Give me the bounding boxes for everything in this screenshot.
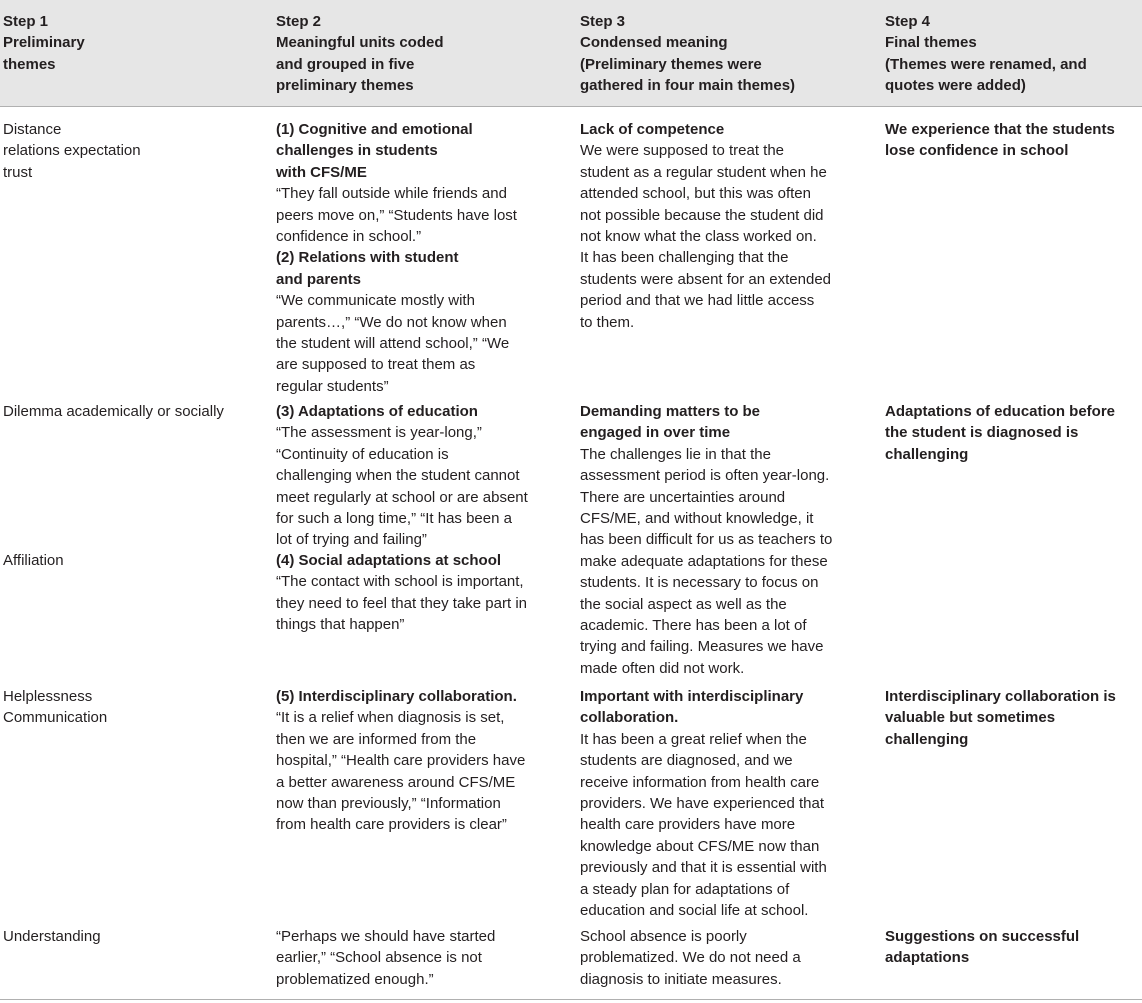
condensed-body-line: There are uncertainties around: [580, 488, 786, 506]
quote-line: meet regularly at school or are absent: [276, 488, 528, 506]
condensed-title-line: collaboration.: [580, 709, 679, 727]
condensed-title-line: engaged in over time: [580, 424, 731, 442]
quote-line: challenging when the student cannot: [276, 467, 520, 485]
quote-line: from health care providers is clear”: [276, 816, 507, 834]
final-theme-line: lose confidence in school: [885, 142, 1069, 160]
final-theme-line: the student is diagnosed is: [885, 424, 1079, 442]
header-step3: [580, 11, 795, 97]
header-step3-line: Step 3: [580, 13, 626, 30]
quote-line: for such a long time,” “It has been a: [276, 510, 512, 528]
condensed-body-line: student as a regular student when he: [580, 163, 827, 181]
header-step2-line: Meaningful units coded: [276, 34, 444, 52]
cell-line: Communication: [3, 709, 108, 727]
condensed-body-line: The challenges lie in that the: [580, 445, 771, 463]
condensed-body-line: assessment period is often year-long.: [580, 467, 830, 485]
theme-title-line: (1) Cognitive and emotional: [276, 121, 473, 138]
row4-final-theme: [885, 926, 1079, 969]
condensed-body-line: attended school, but this was often: [580, 185, 811, 203]
quote-line: a better awareness around CFS/ME: [276, 773, 516, 791]
cell-line: Dilemma academically or socially: [3, 403, 224, 420]
row1-condensed-meaning: [580, 119, 831, 333]
final-theme-line: Interdisciplinary collaboration is: [885, 688, 1116, 705]
row3-meaningful-units: [276, 686, 525, 836]
quote-line: the student will attend school,” “We: [276, 335, 510, 353]
theme-title-line: (2) Relations with student: [276, 249, 459, 267]
condensed-body-line: a steady plan for adaptations of: [580, 880, 790, 898]
row4-condensed-meaning: [580, 926, 801, 990]
condensed-body-line: health care providers have more: [580, 816, 796, 834]
row3-condensed-meaning: [580, 686, 827, 921]
condensed-body-line: diagnosis to initiate measures.: [580, 970, 782, 988]
header-step2-line: and grouped in five: [276, 55, 415, 73]
cell-line: relations expectation: [3, 142, 141, 160]
row2b-meaningful-units: [276, 550, 527, 636]
final-theme-line: challenging: [885, 730, 969, 748]
condensed-body-line: has been difficult for us as teachers to: [580, 531, 833, 549]
condensed-body-line: previously and that it is essential with: [580, 859, 827, 877]
condensed-body-line: not know what the class worked on.: [580, 228, 817, 246]
condensed-title-line: Lack of competence: [580, 121, 725, 138]
header-step1: [3, 11, 85, 75]
condensed-body-line: providers. We have experienced that: [580, 795, 825, 813]
condensed-body-line: to them.: [580, 313, 635, 331]
condensed-body-line: receive information from health care: [580, 773, 820, 791]
condensed-body-line: make adequate adaptations for these: [580, 552, 828, 570]
quote-line: then we are informed from the: [276, 730, 477, 748]
quote-line: hospital,” “Health care providers have: [276, 752, 526, 770]
condensed-body-line: students were absent for an extended: [580, 270, 832, 288]
theme-title-line: (3) Adaptations of education: [276, 403, 478, 420]
header-step2: [276, 11, 444, 97]
final-theme-line: challenging: [885, 445, 969, 463]
row1-meaningful-units: [276, 119, 517, 397]
final-theme-line: We experience that the students: [885, 121, 1115, 138]
condensed-body-line: knowledge about CFS/ME now than: [580, 837, 820, 855]
quote-line: “Continuity of education is: [276, 445, 449, 463]
row1-final-theme: [885, 119, 1115, 162]
quote-line: they need to feel that they take part in: [276, 594, 528, 612]
final-theme-line: valuable but sometimes: [885, 709, 1056, 727]
condensed-body-line: students are diagnosed, and we: [580, 752, 793, 770]
row3-final-theme: [885, 686, 1116, 750]
quote-line: problematized enough.”: [276, 970, 434, 988]
row2-preliminary-themes: [3, 401, 224, 422]
quote-line: parents…,” “We do not know when: [276, 313, 507, 331]
header-step3-line: (Preliminary themes were: [580, 55, 762, 73]
header-step1-line: Preliminary: [3, 34, 85, 52]
cell-line: Understanding: [3, 928, 101, 945]
final-theme-line: Suggestions on successful: [885, 928, 1080, 945]
condensed-body-line: the social aspect as well as the: [580, 595, 787, 613]
condensed-body-line: trying and failing. Measures we have: [580, 638, 824, 656]
row4-preliminary-themes: [3, 926, 101, 947]
cell-line: Affiliation: [3, 552, 64, 569]
quote-line: things that happen”: [276, 616, 405, 634]
cell-line: Helplessness: [3, 688, 93, 705]
quote-line: lot of trying and failing”: [276, 531, 427, 549]
theme-title-line: and parents: [276, 270, 362, 288]
quote-line: peers move on,” “Students have lost: [276, 206, 517, 224]
row4-meaningful-units: [276, 926, 495, 990]
condensed-body-line: not possible because the student did: [580, 206, 824, 224]
final-theme-line: adaptations: [885, 949, 970, 967]
header-step2-line: Step 2: [276, 13, 322, 30]
quote-line: earlier,” “School absence is not: [276, 949, 482, 967]
quote-line: are supposed to treat them as: [276, 356, 476, 374]
cell-line: Distance: [3, 121, 62, 138]
condensed-title-line: Important with interdisciplinary: [580, 688, 804, 705]
header-step4-line: Final themes: [885, 34, 977, 52]
quote-line: regular students”: [276, 377, 389, 395]
header-step4-line: (Themes were renamed, and: [885, 55, 1087, 73]
header-step4-line: Step 4: [885, 13, 931, 30]
cell-line: trust: [3, 163, 33, 181]
row2b-preliminary-themes: [3, 550, 64, 571]
condensed-body-line: It has been a great relief when the: [580, 730, 807, 748]
row1-preliminary-themes: [3, 119, 141, 183]
final-theme-line: Adaptations of education before: [885, 403, 1116, 420]
row2-final-theme: [885, 401, 1115, 465]
theme-title-line: with CFS/ME: [276, 163, 367, 181]
header-step3-line: Condensed meaning: [580, 34, 728, 52]
quote-line: “The contact with school is important,: [276, 573, 524, 591]
table-bottom-rule: [0, 999, 1142, 1000]
condensed-body-line: It has been challenging that the: [580, 249, 789, 267]
quote-line: “It is a relief when diagnosis is set,: [276, 709, 505, 727]
header-step2-line: preliminary themes: [276, 77, 414, 95]
condensed-body-line: education and social life at school.: [580, 902, 809, 920]
quote-line: “They fall outside while friends and: [276, 185, 507, 203]
quote-line: “Perhaps we should have started: [276, 928, 496, 945]
header-step1-line: Step 1: [3, 13, 49, 30]
header-step4-line: quotes were added): [885, 77, 1026, 95]
condensed-body-line: period and that we had little access: [580, 292, 815, 310]
row3-preliminary-themes: [3, 686, 107, 729]
theme-title-line: challenges in students: [276, 142, 438, 160]
header-step3-line: gathered in four main themes): [580, 77, 796, 95]
quote-line: “The assessment is year-long,”: [276, 424, 482, 442]
theme-title-line: (4) Social adaptations at school: [276, 552, 502, 569]
condensed-title-line: Demanding matters to be: [580, 403, 761, 420]
condensed-body-line: problematized. We do not need a: [580, 949, 801, 967]
condensed-body-line: We were supposed to treat the: [580, 142, 785, 160]
row2-condensed-meaning: [580, 401, 832, 679]
condensed-body-line: academic. There has been a lot of: [580, 617, 807, 635]
header-step1-line: themes: [3, 55, 56, 73]
condensed-body-line: CFS/ME, and without knowledge, it: [580, 510, 814, 528]
condensed-body-line: made often did not work.: [580, 659, 745, 677]
condensed-body-line: School absence is poorly: [580, 928, 747, 945]
quote-line: confidence in school.”: [276, 228, 422, 246]
header-step4: [885, 11, 1087, 97]
row2-meaningful-units: [276, 401, 528, 551]
quote-line: “We communicate mostly with: [276, 292, 475, 310]
condensed-body-line: students. It is necessary to focus on: [580, 574, 819, 592]
theme-title-line: (5) Interdisciplinary collaboration.: [276, 688, 517, 705]
quote-line: now than previously,” “Information: [276, 795, 501, 813]
